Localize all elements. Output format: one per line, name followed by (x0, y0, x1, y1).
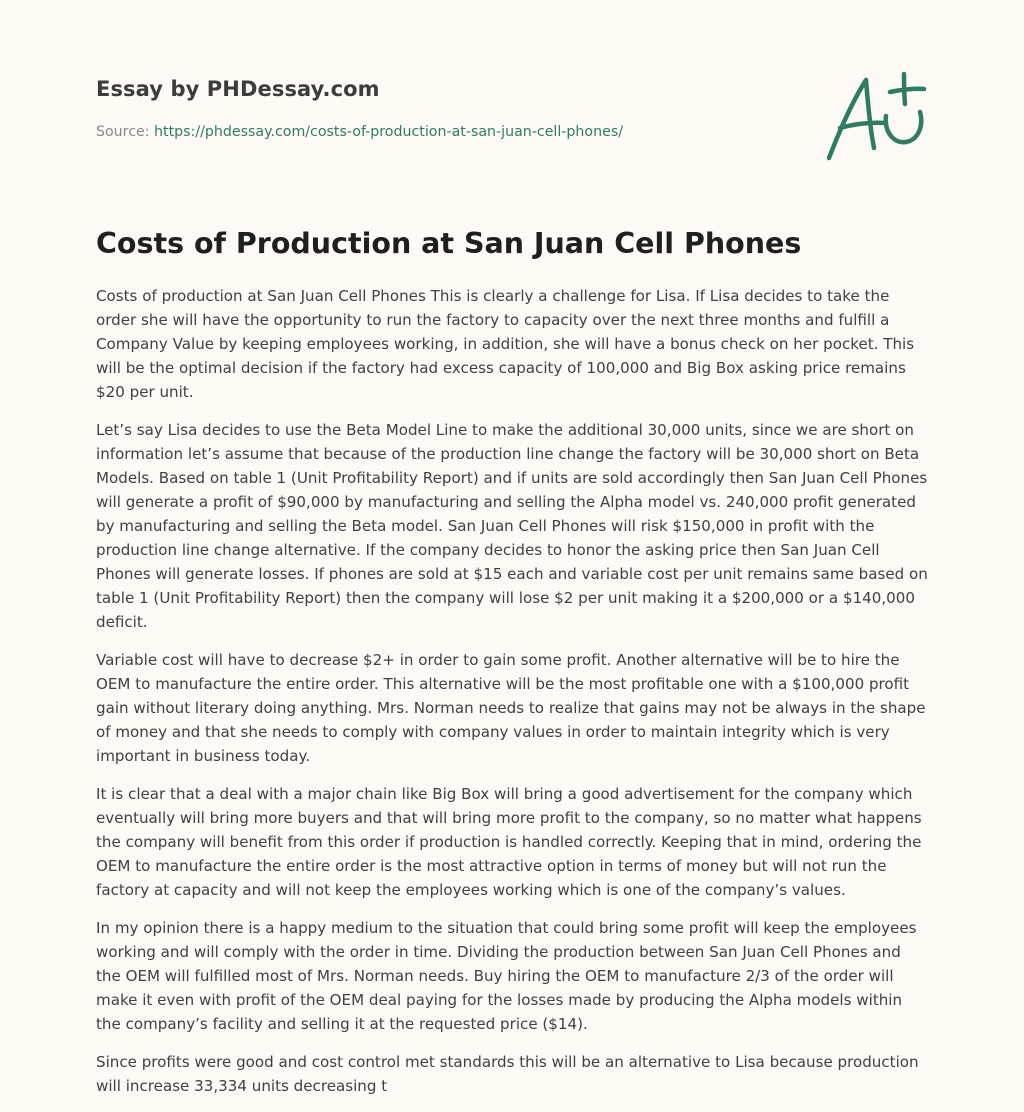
essay-paragraph: Since profits were good and cost control met standards this will be an alternative to Lisa because production will increase 33,334 units decreasing t (96, 1053, 919, 1095)
essay-paragraph: Costs of production at San Juan Cell Phones This is clearly a challenge for Lisa. If Lisa decides to take the order she will have the opportunity to run the factory to capacity over the next three months and fulfill a Company Value by keeping employees working, in addition, she will have a bonus check on her pocket. This will be the optimal decision if the factory had excess capacity of 100,000 and Big Box asking price remains $20 per unit. (96, 287, 915, 401)
source-line (96, 124, 623, 140)
essay-paragraph: In my opinion there is a happy medium to the situation that could bring some profit will keep the employees working and will comply with the order in time. Dividing the production between San Juan Cell Phones and the OEM will fulfilled most of Mrs. Norman needs. Buy hiring the OEM to manufacture 2/3 of the order will make it even with profit of the OEM deal paying for the losses made by producing the Alpha models within the company’s facility and selling it at the requested price ($14). (96, 919, 917, 1033)
a-plus-grade-icon (824, 70, 928, 164)
source-label: Source: (96, 124, 155, 140)
source-link[interactable]: https://phdessay.com/costs-of-production-at-san-juan-cell-phones/ (154, 124, 623, 140)
essay-title: Costs of Production at San Juan Cell Phones (96, 227, 802, 260)
essay-paragraph: Variable cost will have to decrease $2+ in order to gain some profit. Another alternative will be to hire the OEM to manufacture the entire order. This alternative will be the most profitable one with a $100,000 profit gain without literary doing anything. Mrs. Norman needs to realize that gains may not be always in the shape of money and that she needs to comply with company values in order to maintain integrity which is very important in business today. (96, 651, 926, 765)
essay-paragraph: Let’s say Lisa decides to use the Beta Model Line to make the additional 30,000 units, since we are short on information let’s assume that because of the production line change the factory will be 30,000 short on Beta Models. Based on table 1 (Unit Profitability Report) and if units are sold accordingly then San Juan Cell Phones will generate a profit of $90,000 by manufacturing and selling the Alpha model vs. 240,000 profit generated by manufacturing and selling the Beta model. San Juan Cell Phones will risk $150,000 in profit with the production line change alternative. If the company decides to honor the asking price then San Juan Cell Phones will generate losses. If phones are sold at $15 each and variable cost per unit remains same based on table 1 (Unit Profitability Report) then the company will lose $2 per unit making it a $200,000 or a $140,000 deficit. (96, 421, 928, 631)
essay-paragraph: It is clear that a deal with a major chain like Big Box will bring a good advertisement for the company which eventually will bring more buyers and that will bring more profit to the company, so no matter what happens the company will benefit from this order if production is handled correctly. Keeping that in mind, ordering the OEM to manufacture the entire order is the most attractive option in terms of money but will not run the factory at capacity and will not keep the employees working which is one of the company’s values. (96, 785, 922, 899)
essay-body (96, 284, 930, 1112)
site-title: Essay by PHDessay.com (96, 77, 380, 101)
